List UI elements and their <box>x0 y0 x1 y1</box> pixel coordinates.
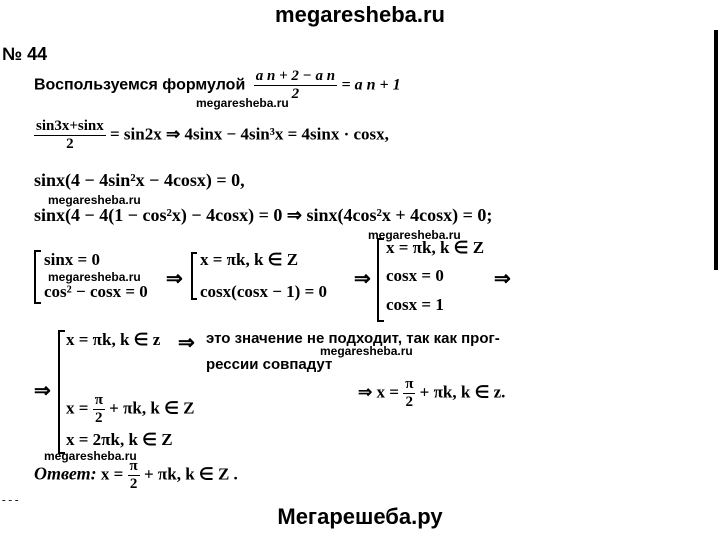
system3-line-1: x = πk, k ∈ Z <box>386 238 485 257</box>
line1-rest: = sin2x ⇒ 4sinx − 4sin³x = 4sinx · cosx, <box>110 124 389 144</box>
formula-denominator: 2 <box>291 86 300 102</box>
answer-fraction <box>128 458 140 493</box>
watermark-inline-2: megaresheba.ru <box>48 193 141 207</box>
result-rhs: + πk, k ∈ z. <box>419 382 506 402</box>
case-3: x = 2πk, k ∈ Z <box>66 430 173 449</box>
case-1-note-line-1: это значение не подходит, так как прог- <box>206 330 500 347</box>
result-fraction <box>403 376 415 411</box>
watermark-inline-3: megaresheba.ru <box>368 228 461 242</box>
answer-rhs: + πk, k ∈ Z . <box>143 464 238 484</box>
problem-number: № 44 <box>2 44 48 64</box>
case-2-denominator: 2 <box>95 410 103 426</box>
case-2-rhs: + πk, k ∈ Z <box>109 398 195 418</box>
cases-bracket <box>58 330 65 454</box>
answer-line <box>34 458 238 493</box>
line1-numerator: sin3x+sinx <box>36 118 104 134</box>
case-1: x = πk, k ∈ z <box>66 330 161 349</box>
case-2-fraction <box>93 392 105 427</box>
case-2-lhs: x = <box>66 398 89 418</box>
answer-numerator: π <box>129 458 138 474</box>
formula-rhs: = a n + 1 <box>341 76 401 94</box>
line1-fraction <box>34 118 106 153</box>
result-line <box>358 376 505 411</box>
system2-line-2: cosx(cosx − 1) = 0 <box>200 282 328 301</box>
system2-line-1: x = πk, k ∈ Z <box>200 250 299 269</box>
implies-5: ⇒ <box>178 332 195 354</box>
result-denominator: 2 <box>405 394 414 410</box>
line1-denominator: 2 <box>66 136 74 152</box>
system1-line-1: sinx = 0 <box>44 250 100 269</box>
result-numerator: π <box>405 376 414 392</box>
answer-label: Ответ: <box>34 463 97 484</box>
implies-3: ⇒ <box>494 268 511 290</box>
case-2-numerator: π <box>94 392 103 408</box>
system3-bracket <box>377 238 384 322</box>
answer-lhs: x = <box>100 464 124 484</box>
result-lhs: ⇒ x = <box>358 382 399 402</box>
scan-edge-line <box>714 30 718 270</box>
watermark-top: megaresheba.ru <box>275 2 445 27</box>
implies-1: ⇒ <box>166 268 183 290</box>
page-fragment: - - - <box>2 494 19 506</box>
system3-line-2: cosx = 0 <box>386 266 444 285</box>
equation-line-2: sinx(4 − 4sin²x − 4cosx) = 0, <box>34 170 245 190</box>
system2-brace <box>191 252 193 300</box>
intro-text: Воспользуемся формулой <box>34 76 246 94</box>
watermark-inline-4: megaresheba.ru <box>48 270 141 284</box>
system3-line-3: cosx = 1 <box>386 295 444 314</box>
watermark-bottom: Мегарешеба.ру <box>277 504 443 529</box>
system1-bracket <box>34 250 41 304</box>
watermark-inline-1: megaresheba.ru <box>196 96 289 110</box>
watermark-inline-6: megaresheba.ru <box>44 449 137 463</box>
system1-line-2: cos² − cosx = 0 <box>44 282 148 301</box>
implies-4: ⇒ <box>34 380 51 402</box>
watermark-inline-5: megaresheba.ru <box>320 344 413 358</box>
formula-numerator: a n + 2 − a n <box>255 68 336 84</box>
answer-denominator: 2 <box>129 476 138 492</box>
case-1-note-line-2: рессии совпадут <box>206 356 333 373</box>
case-2 <box>66 392 194 427</box>
equation-line-1 <box>34 118 389 153</box>
equation-line-3: sinx(4 − 4(1 − cos²x) − 4cosx) = 0 ⇒ sinx(4cos²x + 4cosx) = 0; <box>34 205 493 225</box>
implies-2: ⇒ <box>354 268 371 290</box>
